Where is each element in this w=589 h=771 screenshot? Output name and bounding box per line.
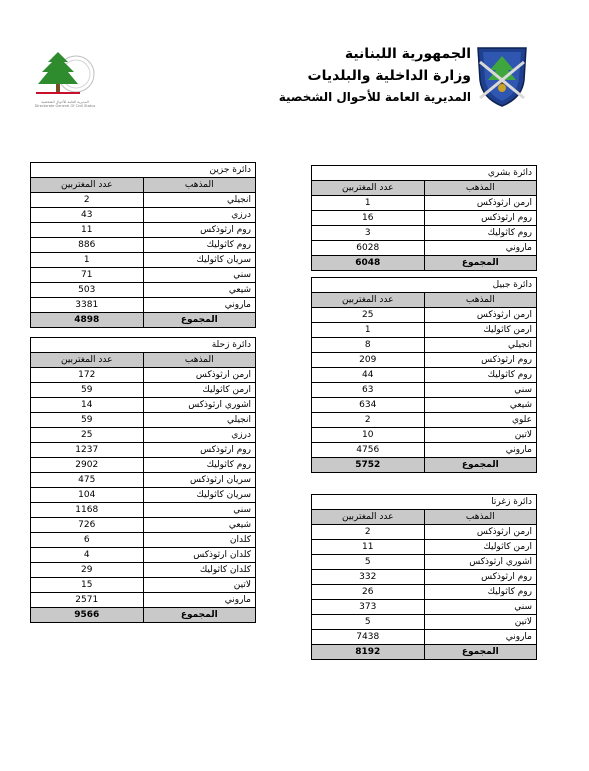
- col-header-count: عدد المغتربين: [312, 293, 425, 308]
- table-row: 43 درزي: [31, 208, 256, 223]
- table-row: 15 لاتين: [31, 578, 256, 593]
- table-row: 475 سريان ارثوذكس: [31, 473, 256, 488]
- table-row: 332 روم ارثوذكس: [312, 570, 537, 585]
- table-total-row: 8192 المجموع: [312, 645, 537, 660]
- col-header-sect: المذهب: [143, 178, 256, 193]
- table-row: 6 كلدان: [31, 533, 256, 548]
- republic-title: الجمهورية اللبنانية: [344, 46, 471, 62]
- col-header-sect: المذهب: [424, 293, 537, 308]
- ministry-title: وزارة الداخلية والبلديات: [307, 68, 471, 84]
- table-row: 29 كلدان كاثوليك: [31, 563, 256, 578]
- col-header-sect: المذهب: [143, 353, 256, 368]
- table-total-row: 4898 المجموع: [31, 313, 256, 328]
- table-zahle: [30, 337, 256, 623]
- table-title: دائرة زحلة: [31, 338, 256, 353]
- table-row: 1 ارمن ارثوذكس: [312, 196, 537, 211]
- table-zgharta: [311, 494, 537, 660]
- directorate-title: المديرية العامة للأحوال الشخصية: [278, 90, 471, 104]
- table-row: 4 كلدان ارثوذكس: [31, 548, 256, 563]
- table-row: 5 اشوري ارثوذكس: [312, 555, 537, 570]
- table-jezzine: [30, 162, 256, 328]
- table-total-row: 5752 المجموع: [312, 458, 537, 473]
- table-row: 2571 ماروني: [31, 593, 256, 608]
- table-row: 634 شيعي: [312, 398, 537, 413]
- table-row: 3381 ماروني: [31, 298, 256, 313]
- ministry-emblem-icon: [474, 44, 530, 110]
- table-row: 44 روم كاثوليك: [312, 368, 537, 383]
- table-title: دائرة بشري: [312, 166, 537, 181]
- table-title: دائرة جزين: [31, 163, 256, 178]
- table-row: 6028 ماروني: [312, 241, 537, 256]
- table-row: 14 اشوري ارثوذكس: [31, 398, 256, 413]
- table-row: 11 ارمن كاثوليك: [312, 540, 537, 555]
- table-row: 2 ارمن ارثوذكس: [312, 525, 537, 540]
- table-row: 26 روم كاثوليك: [312, 585, 537, 600]
- table-row: 1 سريان كاثوليك: [31, 253, 256, 268]
- table-total-row: 6048 المجموع: [312, 256, 537, 271]
- table-row: 16 روم ارثوذكس: [312, 211, 537, 226]
- table-title: دائرة جبيل: [312, 278, 537, 293]
- table-total-row: 9566 المجموع: [31, 608, 256, 623]
- directorate-logo-caption: المديرية العامة للأحوال الشخصية Directorate General Of Civil Status: [34, 100, 96, 108]
- col-header-count: عدد المغتربين: [312, 181, 425, 196]
- table-row: 25 ارمن ارثوذكس: [312, 308, 537, 323]
- table-row: 886 روم كاثوليك: [31, 238, 256, 253]
- table-bcharre: [311, 165, 537, 271]
- table-row: 104 سريان كاثوليك: [31, 488, 256, 503]
- table-row: 4756 ماروني: [312, 443, 537, 458]
- col-header-count: عدد المغتربين: [312, 510, 425, 525]
- table-row: 1237 روم ارثوذكس: [31, 443, 256, 458]
- table-row: 1168 سني: [31, 503, 256, 518]
- table-row: 373 سني: [312, 600, 537, 615]
- table-jbeil: [311, 277, 537, 473]
- col-header-sect: المذهب: [424, 510, 537, 525]
- col-header-count: عدد المغتربين: [31, 353, 144, 368]
- table-row: 2 علوي: [312, 413, 537, 428]
- table-row: 59 انجيلي: [31, 413, 256, 428]
- table-row: 726 شيعي: [31, 518, 256, 533]
- table-row: 10 لاتين: [312, 428, 537, 443]
- table-row: 2 انجيلي: [31, 193, 256, 208]
- table-row: 71 سني: [31, 268, 256, 283]
- table-row: 11 روم ارثوذكس: [31, 223, 256, 238]
- col-header-count: عدد المغتربين: [31, 178, 144, 193]
- table-row: 172 ارمن ارثوذكس: [31, 368, 256, 383]
- table-row: 8 انجيلي: [312, 338, 537, 353]
- table-row: 2902 روم كاثوليك: [31, 458, 256, 473]
- table-row: 63 سني: [312, 383, 537, 398]
- table-row: 209 روم ارثوذكس: [312, 353, 537, 368]
- table-title: دائرة زغرتا: [312, 495, 537, 510]
- table-row: 1 ارمن كاثوليك: [312, 323, 537, 338]
- table-row: 7438 ماروني: [312, 630, 537, 645]
- table-row: 3 روم كاثوليك: [312, 226, 537, 241]
- table-row: 5 لاتين: [312, 615, 537, 630]
- table-row: 503 شيعي: [31, 283, 256, 298]
- table-row: 59 ارمن كاثوليك: [31, 383, 256, 398]
- table-row: 25 درزي: [31, 428, 256, 443]
- col-header-sect: المذهب: [424, 181, 537, 196]
